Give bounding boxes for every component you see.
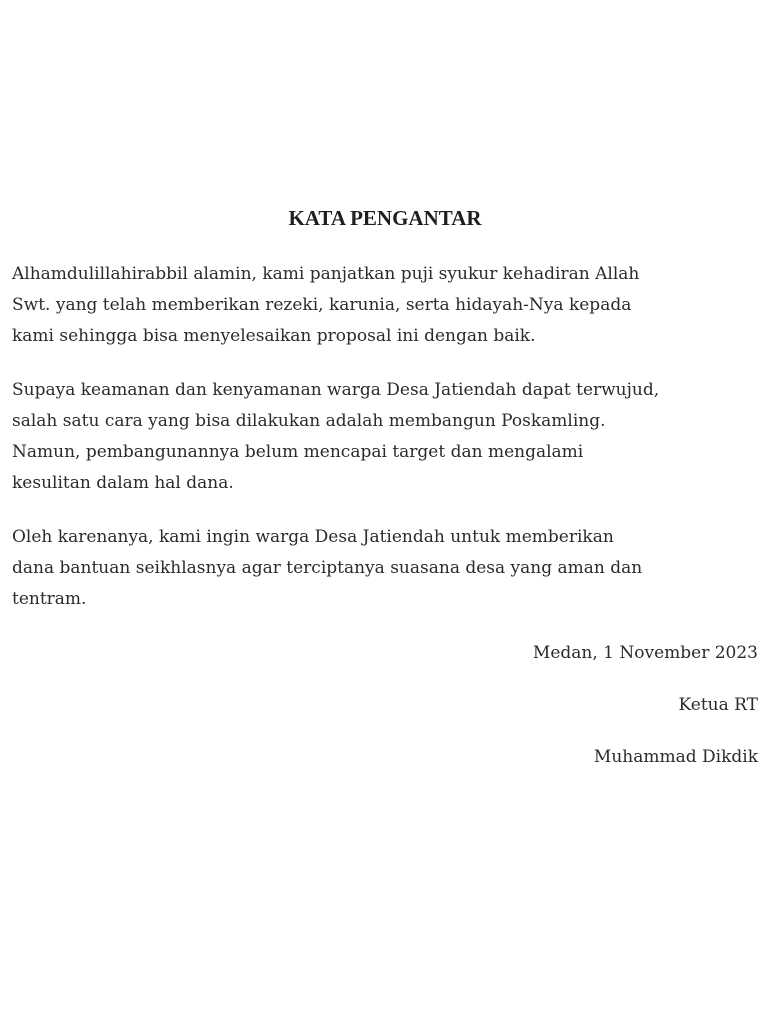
paragraph-line: Alhamdulillahirabbil alamin, kami panjatkan puji syukur kehadiran Allah bbox=[12, 264, 640, 284]
paragraph-1 bbox=[12, 259, 758, 352]
paragraph-line: Supaya keamanan dan kenyamanan warga Desa Jatiendah dapat terwujud, bbox=[12, 380, 660, 400]
paragraph-line: Swt. yang telah memberikan rezeki, karunia, serta hidayah-Nya kepada bbox=[12, 295, 632, 315]
place-date: Medan, 1 November 2023 bbox=[532, 643, 758, 663]
paragraph-line: Namun, pembangunannya belum mencapai target dan mengalami bbox=[12, 442, 584, 462]
document bbox=[12, 203, 758, 773]
paragraph-2 bbox=[12, 375, 758, 499]
paragraph-line: kami sehingga bisa menyelesaikan proposal ini dengan baik. bbox=[12, 326, 536, 346]
document-title: KATA PENGANTAR bbox=[288, 206, 482, 230]
signatory-name: Muhammad Dikdik bbox=[593, 747, 758, 767]
paragraph-line: dana bantuan seikhlasnya agar terciptanya suasana desa yang aman dan bbox=[12, 558, 643, 578]
paragraph-line: salah satu cara yang bisa dilakukan adalah membangun Poskamling. bbox=[12, 411, 606, 431]
paragraph-line: Oleh karenanya, kami ingin warga Desa Jatiendah untuk memberikan bbox=[12, 527, 614, 547]
paragraph-3 bbox=[12, 522, 758, 615]
paragraph-line: tentram. bbox=[12, 589, 87, 609]
signatory-role: Ketua RT bbox=[678, 695, 758, 715]
paragraph-line: kesulitan dalam hal dana. bbox=[12, 473, 234, 493]
